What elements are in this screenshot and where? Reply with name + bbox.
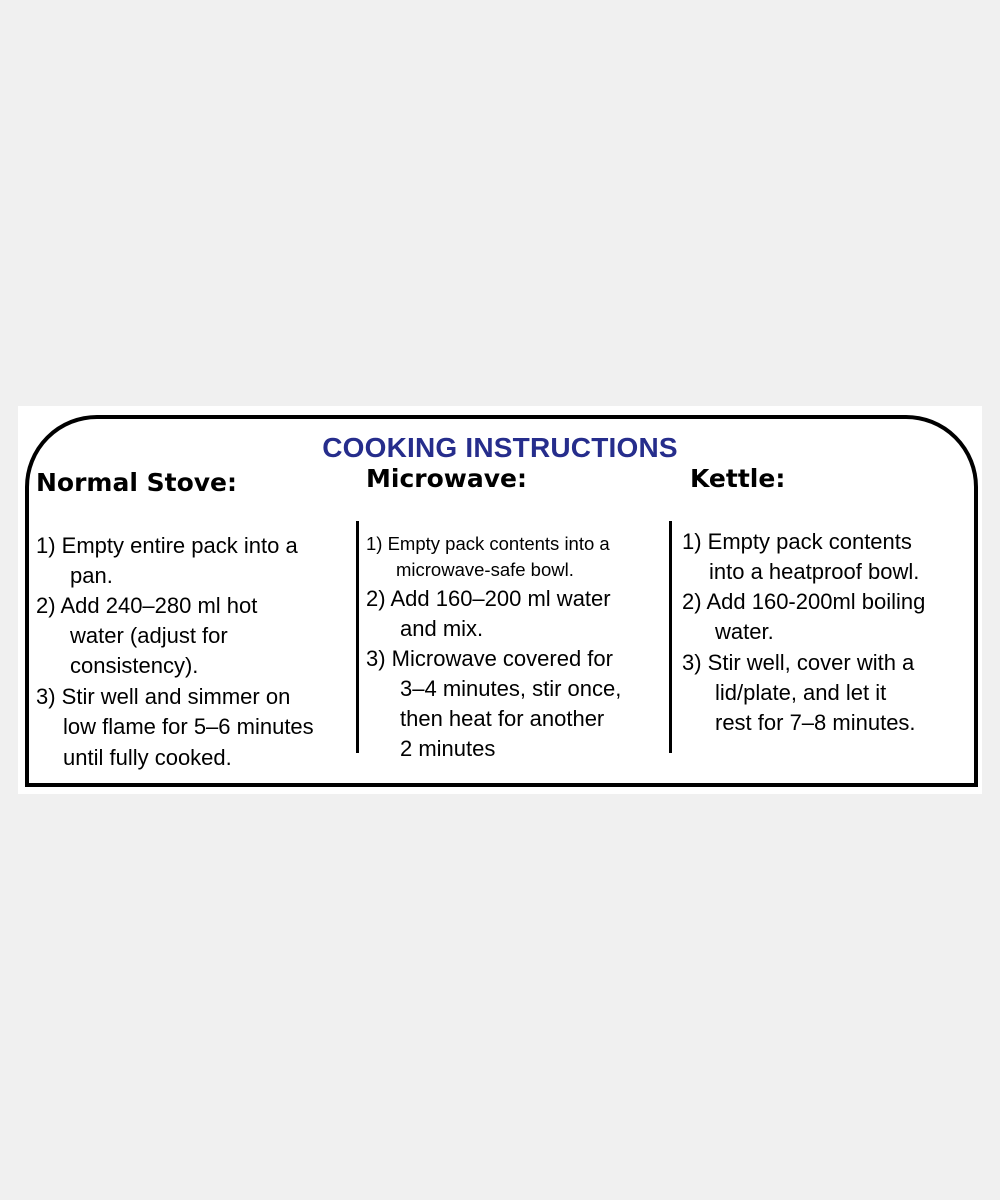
microwave-step-3-line-3: then heat for another bbox=[400, 706, 605, 731]
microwave-step-1-line-2: microwave-safe bowl. bbox=[396, 559, 574, 580]
kettle-step-3-line-3: rest for 7–8 minutes. bbox=[715, 710, 916, 735]
kettle-step-1-line-2: into a heatproof bowl. bbox=[709, 559, 920, 584]
microwave-step-2-line-1: 2) Add 160–200 ml water bbox=[366, 586, 611, 611]
heading-microwave: Microwave: bbox=[366, 464, 527, 493]
microwave-step-3-line-4: 2 minutes bbox=[400, 736, 496, 761]
stove-step-3-line-2: low flame for 5–6 minutes bbox=[63, 714, 314, 739]
column-divider bbox=[669, 521, 672, 753]
stove-step-2-line-3: consistency). bbox=[70, 653, 199, 678]
page-title: COOKING INSTRUCTIONS bbox=[322, 432, 678, 463]
kettle-step-3-line-1: 3) Stir well, cover with a bbox=[682, 650, 915, 675]
kettle-step-2-line-1: 2) Add 160-200ml boiling bbox=[682, 589, 926, 614]
stove-step-3-line-3: until fully cooked. bbox=[63, 745, 232, 770]
stove-step-1-line-2: pan. bbox=[70, 563, 113, 588]
microwave-step-2-line-2: and mix. bbox=[400, 616, 484, 641]
stove-step-2-line-1: 2) Add 240–280 ml hot bbox=[36, 593, 258, 618]
kettle-step-2-line-2: water. bbox=[715, 619, 774, 644]
heading-kettle: Kettle: bbox=[690, 464, 786, 493]
microwave-step-3-line-1: 3) Microwave covered for bbox=[366, 646, 613, 671]
stove-step-2-line-2: water (adjust for bbox=[70, 623, 228, 648]
kettle-step-3-line-2: lid/plate, and let it bbox=[715, 680, 887, 705]
microwave-step-3-line-2: 3–4 minutes, stir once, bbox=[400, 676, 622, 701]
stove-step-1-line-1: 1) Empty entire pack into a bbox=[36, 533, 298, 558]
microwave-step-1-line-1: 1) Empty pack contents into a bbox=[366, 533, 610, 554]
heading-normal-stove: Normal Stove: bbox=[36, 468, 238, 497]
stove-step-3-line-1: 3) Stir well and simmer on bbox=[36, 684, 291, 709]
column-divider bbox=[356, 521, 359, 753]
kettle-step-1-line-1: 1) Empty pack contents bbox=[682, 529, 912, 554]
